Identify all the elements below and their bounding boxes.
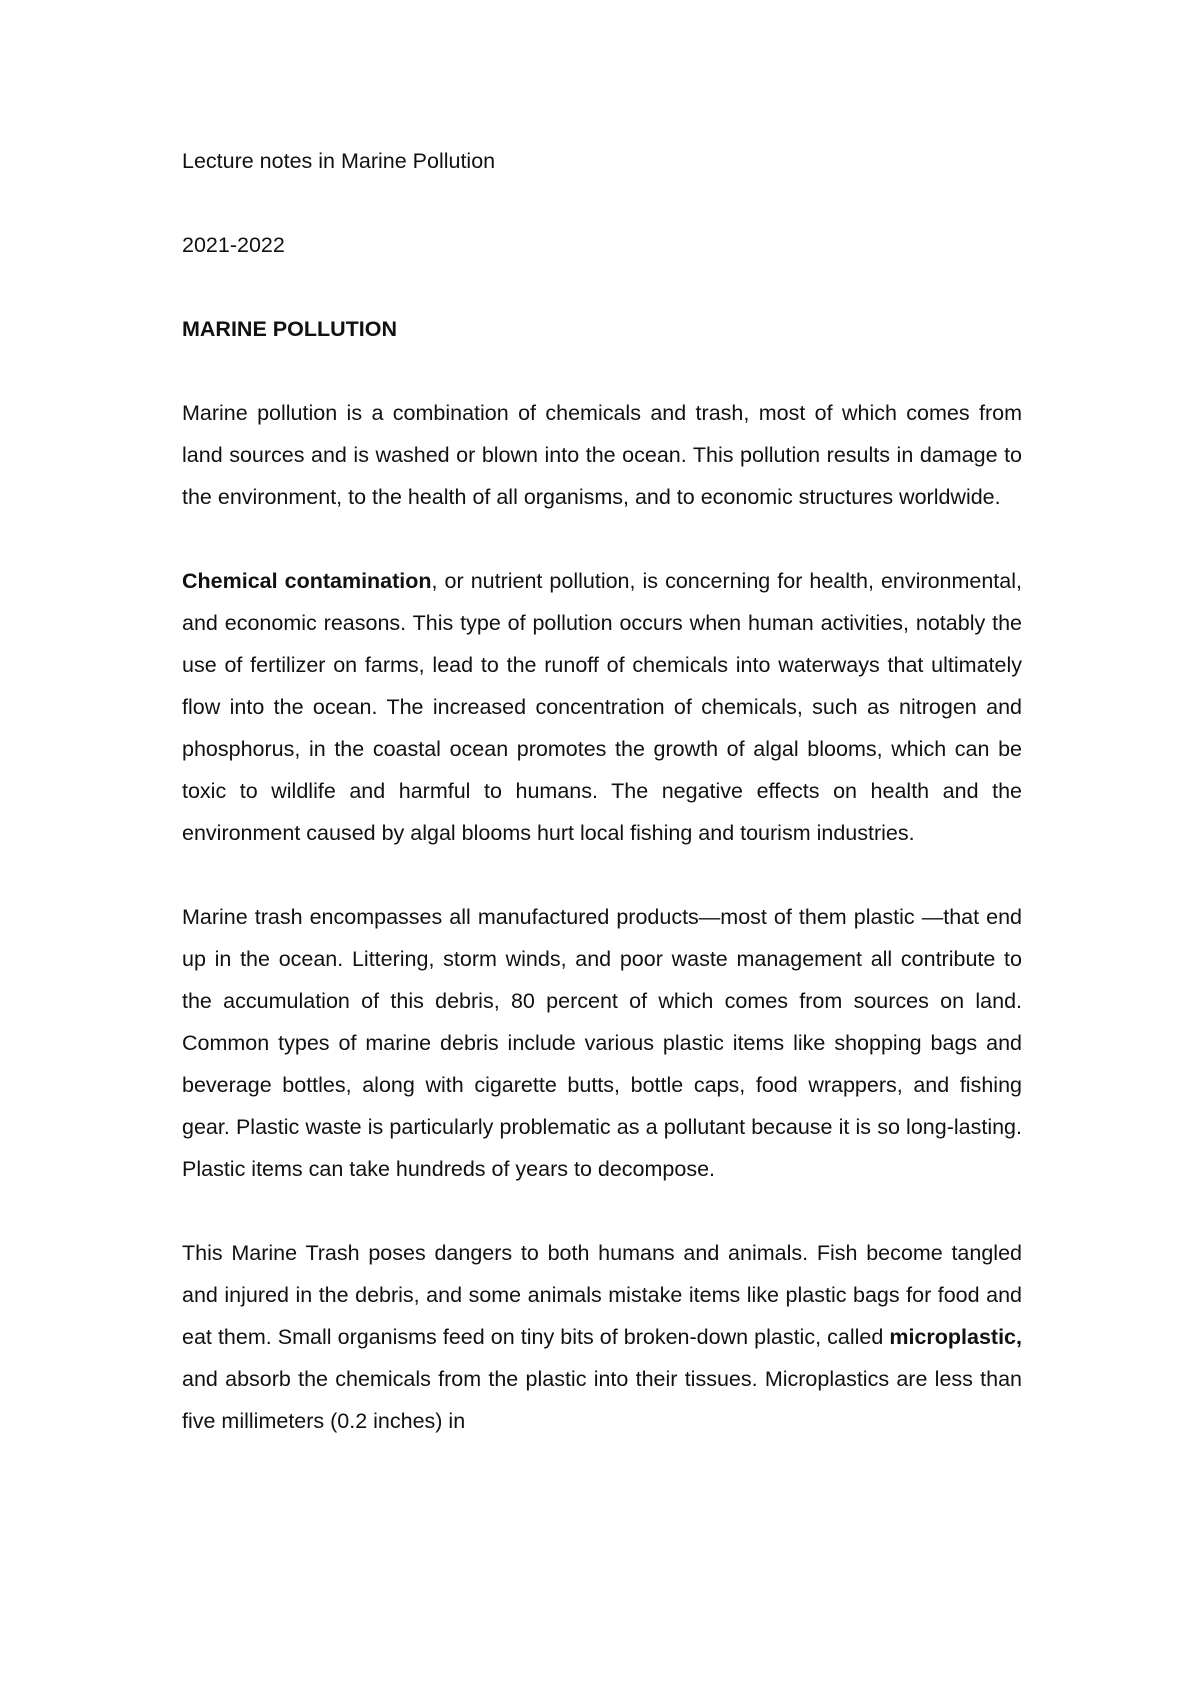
paragraph-marine-trash: Marine trash encompasses all manufactured products—most of them plastic —that end up in the ocean. Littering, storm winds, and poor waste management all contribute to the accumulation of this debris, 80 percent of which comes from sources on land. Common types of marine debris include various plastic items like shopping bags and beverage bottles, along with cigarette butts, bottle caps, food wrappers, and fishing gear. Plastic waste is particularly problematic as a pollutant because it is so long-lasting. Plastic items can take hundreds of years to decompose.	[182, 905, 1022, 1181]
document-page	[182, 140, 1022, 1442]
document-year: 2021-2022	[182, 233, 285, 257]
paragraph-text: This Marine Trash poses dangers to both humans and animals. Fish become tangled and injured in the debris, and some animals mistake items like plastic bags for food and eat them. Small organisms feed on tiny bits of broken-down plastic, called	[182, 1241, 1022, 1349]
document-title: Lecture notes in Marine Pollution	[182, 149, 496, 173]
bold-term-microplastic: microplastic,	[889, 1325, 1022, 1349]
section-heading: MARINE POLLUTION	[182, 317, 397, 341]
paragraph-chemical-contamination	[182, 560, 1022, 854]
paragraph-text: and absorb the chemicals from the plastic into their tissues. Microplastics are less than five millimeters (0.2 inches) in	[182, 1367, 1022, 1433]
paragraph-intro: Marine pollution is a combination of chemicals and trash, most of which comes from land sources and is washed or blown into the ocean. This pollution results in damage to the environment, to the health of all organisms, and to economic structures worldwide.	[182, 401, 1022, 509]
paragraph-dangers	[182, 1232, 1022, 1442]
paragraph-text: , or nutrient pollution, is concerning for health, environmental, and economic reasons. This type of pollution occurs when human activities, notably the use of fertilizer on farms, lead to the runoff of chemicals into waterways that ultimately flow into the ocean. The increased concentration of chemicals, such as nitrogen and phosphorus, in the coastal ocean promotes the growth of algal blooms, which can be toxic to wildlife and harmful to humans. The negative effects on health and the environment caused by algal blooms hurt local fishing and tourism industries.	[182, 569, 1022, 845]
bold-term-chemical-contamination: Chemical contamination	[182, 569, 432, 593]
